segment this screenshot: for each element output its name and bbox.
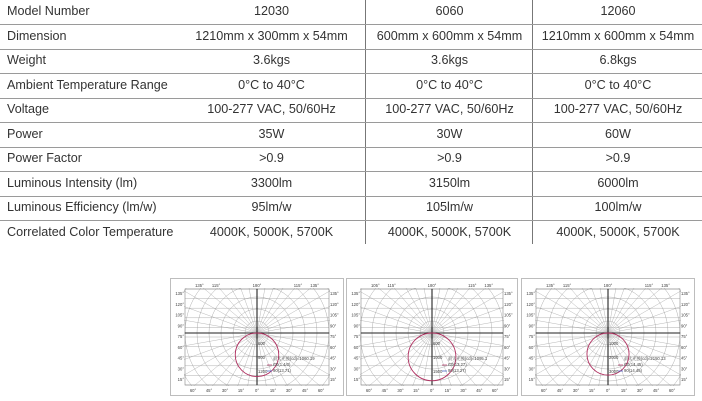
right-angle-label: 90° [681, 323, 688, 329]
value-12060: 4000K, 5000K, 5700K [556, 225, 680, 239]
right-angle-label: 120° [504, 301, 513, 307]
right-angle-label: 135° [330, 291, 339, 296]
bottom-angle-label: 60° [365, 388, 373, 393]
bottom-angle-label: 45° [556, 388, 564, 393]
right-angle-label: 90° [504, 323, 511, 329]
value-12030: 100-277 VAC, 50/60Hz [207, 102, 336, 116]
left-angle-label: 30° [353, 366, 360, 372]
row-label: Power [7, 127, 43, 141]
left-angle-label: 120° [526, 301, 535, 307]
grid-radial [549, 333, 611, 395]
left-angle-label: 15° [177, 377, 184, 382]
value-6060: 6060 [435, 4, 464, 18]
value-12030: 3.6kgs [252, 53, 291, 67]
left-angle-label: 90° [353, 323, 360, 329]
intensity-scale-label: 1500 [433, 369, 443, 374]
table-row-luminous-intensity [0, 172, 702, 197]
right-angle-label: 120° [681, 301, 690, 307]
legend-entry: 最大光強(cd)=2150.13 [624, 356, 666, 361]
bottom-angle-label: 60° [491, 388, 499, 393]
top-angle-label: 180° [603, 283, 613, 288]
legend-entry: C0(1.4/0) [273, 362, 291, 367]
bottom-angle-label: 45° [476, 388, 483, 393]
intensity-scale-label: 600 [258, 341, 265, 346]
bottom-angle-label: 30° [221, 388, 229, 393]
top-angle-label: 135° [195, 283, 204, 288]
left-angle-label: 120° [175, 301, 184, 307]
legend-entry: C0(14.45) [624, 362, 643, 367]
bottom-angle-label: 15° [620, 388, 628, 393]
bottom-angle-label: 15° [444, 388, 451, 393]
right-angle-label: 30° [330, 366, 337, 372]
top-angle-label: 115° [468, 283, 477, 288]
bottom-angle-label: 60° [189, 388, 197, 393]
value-6060: 30W [436, 127, 463, 141]
grid-radial [198, 333, 260, 395]
left-angle-label: 135° [351, 291, 360, 296]
value-12060: 12060 [600, 4, 636, 18]
left-angle-label: 60° [177, 344, 184, 350]
row-label: Dimension [7, 29, 67, 43]
polar-diagram-svg [347, 279, 517, 395]
top-angle-label: 115° [562, 283, 572, 288]
left-angle-label: 45° [177, 355, 184, 361]
value-6060: 105lm/w [426, 200, 473, 214]
bottom-angle-label: 0° [605, 388, 611, 393]
right-angle-label: 105° [330, 312, 339, 318]
value-6060: 4000K, 5000K, 5700K [387, 225, 512, 239]
bottom-angle-label: 15° [413, 388, 420, 393]
intensity-scale-label: 2000 [609, 355, 619, 360]
table-row-voltage [0, 98, 702, 123]
value-6060: >0.9 [437, 151, 462, 165]
left-angle-label: 105° [526, 312, 535, 318]
right-angle-label: 45° [330, 355, 337, 361]
top-angle-label: 180° [427, 283, 437, 288]
value-6060: 100-277 VAC, 50/60Hz [385, 102, 514, 116]
left-angle-label: 15° [528, 377, 535, 382]
left-angle-label: 60° [353, 344, 360, 350]
top-angle-label: 135° [546, 283, 555, 288]
row-label: Luminous Intensity (lm) [7, 176, 138, 190]
intensity-scale-label: 1200 [258, 369, 268, 374]
right-angle-label: 15° [330, 377, 337, 382]
table-row-luminous-efficiency [0, 196, 702, 221]
intensity-scale-label: 3000 [609, 369, 619, 374]
left-angle-label: 30° [528, 366, 535, 372]
bottom-angle-label: 30° [572, 388, 580, 393]
right-angle-label: 135° [681, 291, 690, 296]
right-angle-label: 60° [504, 344, 511, 350]
value-12030: 4000K, 5000K, 5700K [209, 225, 334, 239]
right-angle-label: 60° [681, 344, 688, 350]
value-12030: 1210mm x 300mm x 54mm [195, 29, 348, 43]
top-angle-label: 135° [661, 283, 670, 288]
left-angle-label: 75° [177, 334, 184, 339]
legend-entry: 90(13.27) [448, 368, 466, 373]
legend-entry: 90(13.71) [273, 368, 291, 373]
bottom-angle-label: 30° [397, 388, 404, 393]
legend-entry: C0(13.27) [448, 362, 467, 367]
top-angle-label: 115° [293, 283, 303, 288]
value-12030: 3300lm [250, 176, 293, 190]
left-angle-label: 90° [528, 323, 535, 329]
left-angle-label: 75° [353, 334, 360, 339]
intensity-scale-label: 1000 [609, 341, 619, 346]
top-angle-label: 105° [370, 283, 380, 288]
legend-entry: 最大光強(cd)=1060.19 [273, 356, 315, 361]
value-6060: 0°C to 40°C [416, 78, 483, 92]
value-12060: >0.9 [605, 151, 631, 165]
top-angle-label: 115° [211, 283, 221, 288]
right-angle-label: 75° [330, 334, 337, 339]
bottom-angle-label: 15° [237, 388, 245, 393]
bottom-angle-label: 0° [254, 388, 260, 393]
legend-entry: 90(14.45) [624, 368, 642, 373]
value-12060: 60W [605, 127, 631, 141]
value-12030: 35W [258, 127, 285, 141]
row-label: Model Number [7, 4, 90, 18]
row-label: Voltage [7, 102, 50, 116]
right-angle-label: 105° [681, 312, 690, 318]
row-label: Weight [7, 53, 46, 67]
left-angle-label: 15° [353, 377, 360, 382]
right-angle-label: 45° [504, 355, 511, 361]
right-angle-label: 75° [504, 334, 511, 339]
table-row-color-temperature [0, 221, 702, 246]
top-angle-label: 115° [387, 283, 396, 288]
value-12030: 95lm/w [251, 200, 292, 214]
bottom-angle-label: 30° [636, 388, 644, 393]
value-6060: 3150lm [428, 176, 471, 190]
table-row-dimension [0, 25, 702, 50]
value-6060: 600mm x 600mm x 54mm [376, 29, 523, 43]
value-12060: 1210mm x 600mm x 54mm [541, 29, 695, 43]
table-row-ambient-temperature [0, 74, 702, 99]
bottom-angle-label: 0° [429, 388, 435, 393]
bottom-angle-label: 60° [317, 388, 325, 393]
left-angle-label: 135° [526, 291, 535, 296]
table-row-model-number [0, 0, 702, 25]
right-angle-label: 15° [504, 377, 511, 382]
bottom-angle-label: 60° [668, 388, 676, 393]
right-angle-label: 90° [330, 323, 337, 329]
value-12030: >0.9 [259, 151, 284, 165]
value-12030: 12030 [253, 4, 290, 18]
value-12060: 0°C to 40°C [584, 78, 652, 92]
top-angle-label: 115° [644, 283, 654, 288]
polar-diagram-12030 [170, 278, 344, 396]
bottom-angle-label: 15° [269, 388, 277, 393]
row-label: Luminous Efficiency (lm/w) [7, 200, 157, 214]
value-6060: 3.6kgs [430, 53, 469, 67]
table-row-power [0, 123, 702, 148]
right-angle-label: 30° [681, 366, 688, 372]
left-angle-label: 30° [177, 366, 184, 372]
bottom-angle-label: 45° [301, 388, 309, 393]
value-12060: 6.8kgs [599, 53, 637, 67]
bottom-angle-label: 45° [652, 388, 660, 393]
table-row-weight [0, 49, 702, 74]
intensity-scale-label: 600 [433, 341, 440, 346]
top-angle-label: 135° [310, 283, 319, 288]
value-12060: 6000lm [597, 176, 639, 190]
polar-diagram-6060 [346, 278, 518, 396]
polar-diagram-12060 [521, 278, 695, 396]
legend-entry: 最大光強(cd)=1095.1 [448, 356, 488, 361]
right-angle-label: 75° [681, 334, 688, 339]
left-angle-label: 45° [353, 355, 360, 361]
right-angle-label: 120° [330, 301, 339, 307]
row-label: Ambient Temperature Range [7, 78, 168, 92]
left-angle-label: 105° [175, 312, 184, 318]
bottom-angle-label: 15° [588, 388, 596, 393]
value-12030: 0°C to 40°C [238, 78, 305, 92]
left-angle-label: 90° [177, 323, 184, 329]
bottom-angle-label: 45° [205, 388, 213, 393]
left-angle-label: 75° [528, 334, 535, 339]
intensity-scale-label: 1000 [433, 355, 443, 360]
right-angle-label: 135° [504, 291, 513, 296]
left-angle-label: 135° [175, 291, 184, 296]
right-angle-label: 105° [504, 312, 513, 318]
left-angle-label: 105° [351, 312, 360, 318]
bottom-angle-label: 30° [460, 388, 467, 393]
bottom-angle-label: 30° [285, 388, 293, 393]
top-angle-label: 135° [484, 283, 494, 288]
right-angle-label: 30° [504, 366, 511, 372]
left-angle-label: 60° [528, 344, 535, 350]
value-12060: 100-277 VAC, 50/60Hz [553, 102, 683, 116]
polar-diagram-svg [522, 279, 694, 395]
bottom-angle-label: 60° [540, 388, 548, 393]
left-angle-label: 45° [528, 355, 535, 361]
top-angle-label: 180° [252, 283, 262, 288]
polar-diagram-svg [171, 279, 343, 395]
row-label: Power Factor [7, 151, 82, 165]
bottom-angle-label: 45° [381, 388, 388, 393]
left-angle-label: 120° [351, 301, 360, 307]
row-label: Correlated Color Temperature [7, 225, 174, 239]
intensity-scale-label: 900 [258, 355, 265, 360]
right-angle-label: 15° [681, 377, 688, 382]
value-12060: 100lm/w [594, 200, 642, 214]
table-row-power-factor [0, 147, 702, 172]
right-angle-label: 45° [681, 355, 688, 361]
right-angle-label: 60° [330, 344, 337, 350]
